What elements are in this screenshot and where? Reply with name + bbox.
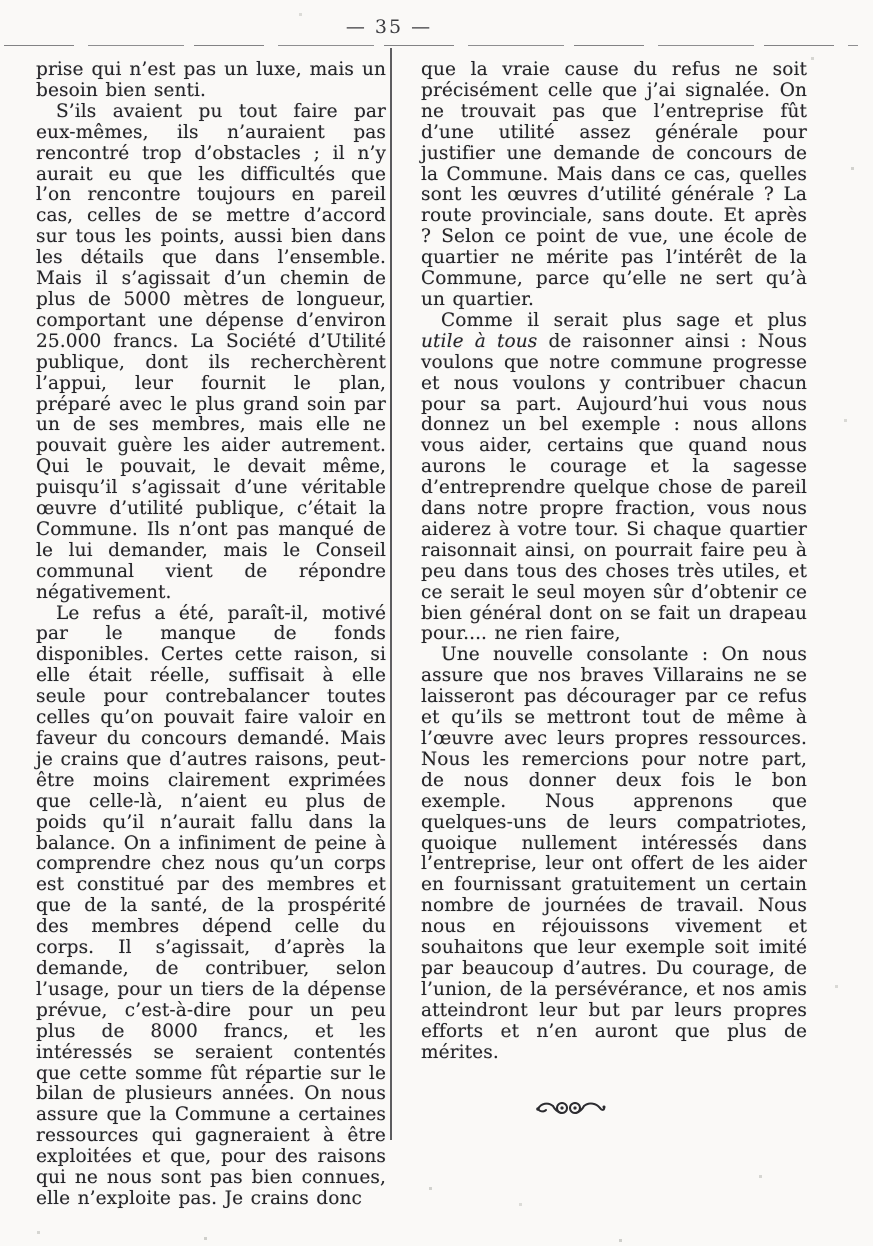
floral-ornament-icon — [534, 1096, 608, 1122]
page-number: — 35 — — [345, 16, 433, 38]
right-column — [421, 60, 807, 1064]
paragraph-text: de raisonner ainsi : Nous voulons que notre commune progresse et nous voulons y contribuer chacun pour sa part. Aujourd’hui vous nous donnez un bel exemple : nous allons vous aider, certains que quand nous aurons le courage et la sagesse d’entreprendre quelque chose de pareil dans notre propre fraction, vous nous aiderez à votre tour. Si chaque quartier raisonnait ainsi, on pourrait faire peu à peu dans tous des choses très utiles, et ce serait le seul moyen sûr d’obtenir ce bien général dont on se fait un drapeau pour.... ne rien faire, — [421, 330, 807, 645]
column-divider-rule — [390, 48, 392, 1140]
paragraph: que la vraie cause du refus ne soit précisément celle que j’ai signalée. On ne trouvait pas que l’entreprise fût d’une utilité assez générale pour justifier une demande de concours de la Commune. Mais dans ce cas, quelles sont les œuvres d’utilité générale ? La route provinciale, sans doute. Et après ? Selon ce point de vue, une école de quartier ne mérite pas l’intérêt de la Commune, parce qu’elle ne sert qu’à un quartier. — [421, 59, 807, 310]
paragraph: prise qui n’est pas un luxe, mais un besoin bien senti. — [36, 59, 386, 101]
paragraph-text: Comme il serait plus sage et plus — [441, 309, 807, 331]
italic-phrase: utile à tous — [421, 330, 538, 352]
header-rule — [4, 45, 858, 46]
paragraph — [421, 311, 807, 646]
left-column — [36, 60, 386, 1210]
paragraph: Le refus a été, paraît-il, motivé par le manque de fonds disponibles. Certes cette raison, si elle était réelle, suffisait à elle seule pour contrebalancer toutes celles qu’on pouvait faire valoir en faveur du concours demandé. Mais je crains que d’autres raisons, peut-être moins clairement exprimées que celle-là, n’aient eu plus de poids qu’il n’aurait fallu dans la balance. On a infiniment de peine à comprendre chez nous qu’un corps est constitué par des membres et que de la santé, de la prospérité des membres dépend celle du corps. Il s’agissait, d’après la demande, de contribuer, selon l’usage, pour un tiers de la dépense prévue, c’est-à-dire pour un peu plus de 8000 francs, et les intéressés se seraient contentés que cette somme fût répartie sur le bilan de plusieurs années. On nous assure que la Commune a certaines ressources qui gagneraient à être exploitées et que, pour des raisons qui ne nous sont pas bien connues, elle n’exploite pas. Je crains donc — [36, 602, 386, 1209]
paragraph: Une nouvelle consolante : On nous assure que nos braves Villarains ne se laisseront pas décourager par ce refus et qu’ils se mettront tout de même à l’œuvre avec leurs propres ressources. Nous les remercions pour notre part, de nous donner deux fois le bon exemple. Nous apprenons que quelques-uns de leurs compatriotes, quoique nullement intéressés dans l’entreprise, leur ont offert de les aider en fournissant gratuitement un certain nombre de journées de travail. Nous nous en réjouissons vivement et souhaitons que leur exemple soit imité par beaucoup d’autres. Du courage, de l’union, de la persévérance, et nos amis atteindront leur but par leurs propres efforts et n’en auront que plus de mérites. — [421, 644, 807, 1063]
paragraph: S’ils avaient pu tout faire par eux-mêmes, ils n’auraient pas rencontré trop d’obstacles ; il n’y aurait eu que les difficultés que l’on rencontre toujours en pareil cas, celles de se mettre d’accord sur tous les points, aussi bien dans les détails que dans l’ensemble. Mais il s’agissait d’un chemin de plus de 5000 mètres de longueur, comportant une dépense d’environ 25.000 francs. La Société d’Utilité publique, dont ils recherchèrent l’appui, leur fournit le plan, préparé avec le plus grand soin par un de ses membres, mais elle ne pouvait guère les aider autrement. Qui le pouvait, le devait même, puisqu’il s’agissait d’une véritable œuvre d’utilité publique, c’était la Commune. Ils n’ont pas manqué de le lui demander, mais le Conseil communal vient de répondre négativement. — [36, 100, 386, 603]
scan-speckles — [0, 0, 1, 1]
